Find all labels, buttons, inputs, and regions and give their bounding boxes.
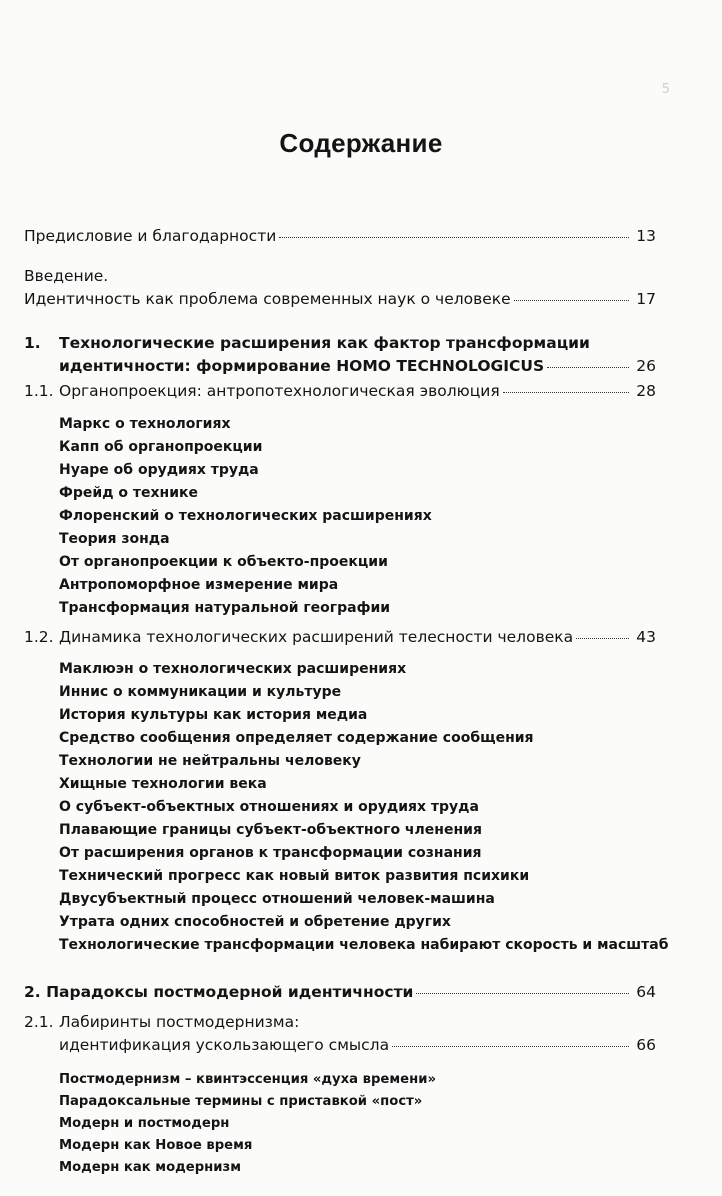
toc-entry-section-1-2	[24, 627, 656, 647]
toc-entry-title: Динамика технологических расширений телесности человека	[59, 628, 574, 646]
toc-entry-title: Предисловие и благодарности	[24, 227, 277, 245]
subsection-item: Нуаре об орудиях труда	[59, 462, 259, 478]
page-title: Содержание	[279, 128, 443, 158]
subsection-item: Хищные технологии века	[59, 776, 267, 792]
toc-entry-section-2-1	[59, 1035, 656, 1055]
toc-page-number: 28	[636, 382, 656, 400]
leader-dots	[514, 300, 629, 301]
toc-entry-chapter-1	[59, 356, 656, 376]
section-number: 1.2.	[24, 628, 54, 646]
leader-dots	[392, 1046, 629, 1047]
toc-entry-introduction	[24, 289, 656, 309]
subsection-item: Флоренский о технологических расширениях	[59, 508, 432, 524]
subsection-item: От органопроекции к объекто-проекции	[59, 554, 388, 570]
subsection-item: Маркс о технологиях	[59, 416, 231, 432]
subsection-item: Модерн как модернизм	[59, 1160, 241, 1175]
chapter-title-line1: Технологические расширения как фактор трансформации	[59, 334, 590, 352]
toc-entry-intro-label: Введение.	[24, 267, 109, 285]
leader-dots	[416, 993, 629, 994]
leader-dots	[503, 392, 629, 393]
subsection-item: Модерн как Новое время	[59, 1138, 253, 1153]
toc-page-number: 64	[636, 983, 656, 1001]
toc-entry-preface	[24, 226, 656, 246]
subsection-item: Технологические трансформации человека набирают скорость и масштаб	[59, 937, 669, 953]
leader-dots	[279, 237, 629, 238]
toc-page-number: 66	[636, 1036, 656, 1054]
toc-entry-title: Идентичность как проблема современных наук о человеке	[24, 290, 511, 308]
subsection-item: Антропоморфное измерение мира	[59, 577, 339, 593]
subsection-item: Капп об органопроекции	[59, 439, 263, 455]
subsection-item: Утрата одних способностей и обретение других	[59, 914, 451, 930]
toc-page-number: 13	[636, 227, 656, 245]
subsection-item: Средство сообщения определяет содержание сообщения	[59, 730, 534, 746]
toc-page-number: 43	[636, 628, 656, 646]
section-title-line1: Лабиринты постмодернизма:	[59, 1013, 300, 1031]
chapter-title-line2: идентичности: формирование HOMO TECHNOLOGICUS	[59, 357, 545, 375]
subsection-item: Теория зонда	[59, 531, 170, 547]
subsection-item: История культуры как история медиа	[59, 707, 368, 723]
subsection-item: Фрейд о технике	[59, 485, 199, 501]
toc-entry-title: Органопроекция: антропотехнологическая эволюция	[59, 382, 500, 400]
toc-page-number: 17	[636, 290, 656, 308]
subsection-item: Плавающие границы субъект-объектного членения	[59, 822, 482, 838]
subsection-item: Маклюэн о технологических расширениях	[59, 661, 407, 677]
chapter-title: 2. Парадоксы постмодерной идентичности	[24, 983, 414, 1001]
subsection-item: От расширения органов к трансформации сознания	[59, 845, 482, 861]
subsection-item: Иннис о коммуникации и культуре	[59, 684, 342, 700]
toc-entry-section-1-1	[24, 381, 656, 401]
page-number: 5	[661, 82, 670, 97]
subsection-item: Двусубъектный процесс отношений человек-машина	[59, 891, 495, 907]
subsection-item: Технологии не нейтральны человеку	[59, 753, 361, 769]
toc-entry-chapter-2	[24, 982, 656, 1002]
subsection-item: Парадоксальные термины с приставкой «пост»	[59, 1094, 423, 1109]
section-number: 2.1.	[24, 1013, 54, 1031]
leader-dots	[576, 638, 629, 639]
section-number: 1.1.	[24, 382, 54, 400]
section-title-line2: идентификация ускользающего смысла	[59, 1036, 390, 1054]
chapter-number: 1.	[24, 334, 41, 352]
toc-page-number: 26	[636, 357, 656, 375]
leader-dots	[547, 367, 629, 368]
subsection-item: Постмодернизм – квинтэссенция «духа времени»	[59, 1072, 436, 1087]
subsection-item: Трансформация натуральной географии	[59, 600, 391, 616]
subsection-item: Модерн и постмодерн	[59, 1116, 230, 1131]
subsection-item: Технический прогресс как новый виток развития психики	[59, 868, 530, 884]
subsection-item: О субъект-объектных отношениях и орудиях труда	[59, 799, 479, 815]
